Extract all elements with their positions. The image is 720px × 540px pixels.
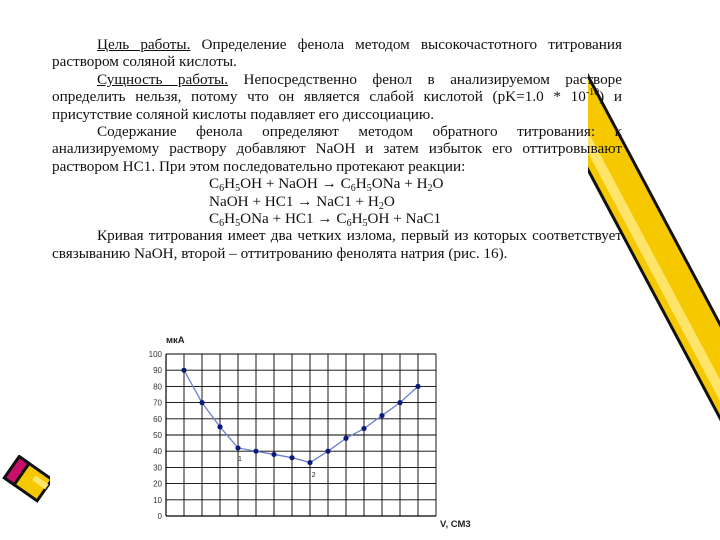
data-point [307,460,312,465]
data-point [181,368,186,373]
data-point [199,400,204,405]
y-tick-label: 80 [153,382,162,392]
essence-exponent: -10 [585,87,600,99]
y-tick-label: 20 [153,479,162,489]
data-point [253,449,258,454]
curve-break-label: 1 [238,455,242,463]
document-text [52,36,622,262]
curve-break-label: 2 [311,472,316,480]
data-point [343,436,348,441]
paragraph-goal [52,36,622,71]
data-point [379,413,384,418]
goal-label: Цель работы. [97,36,191,53]
paragraph-method: Содержание фенола определяют методом обратного титрования: к анализируемому раствору добавляют NaOH и затем избыток его оттитровывают раствором HC1. При этом последовательно протекают реакции: [52,123,622,175]
y-tick-label: 30 [153,463,162,473]
y-tick-label: 100 [148,350,162,359]
essence-label: Сущность работы. [97,70,229,88]
data-point [289,455,294,460]
equation-3: $C_6H_5ONa + HC1 \to C_6H_5OH + NaC1$ [209,210,442,230]
data-point [325,449,330,454]
essence-text-a: Непосредственно фенол в анализируемом растворе определить нельзя, потому что он является слабой кислотой (pK=1.0 * 10 [52,70,622,106]
y-tick-label: 60 [153,414,162,424]
equation-1: $C_6H_5OH$ + NaOH → $C_6H_5ONa + H_2O$ [209,175,444,195]
y-tick-label: 50 [153,431,162,440]
paragraph-curve: Кривая титрования имеет два четких излома, первый из которых соответствует связыванию NaOH, второй – оттитрованию фенолята натрия (рис. 16). [52,227,622,262]
x-axis-label: V, СМ3 [440,519,471,530]
goal-text: Определение фенола методом высокочастотного титрования раствором соляной кислоты. [52,36,622,71]
data-point [271,452,276,457]
equation-2: NaOH + $HC1 \to NaC1 + H_2O$ [209,192,395,212]
data-point [415,384,420,389]
data-point [217,424,222,429]
data-point [361,426,366,431]
y-axis-label: мкА [166,335,185,346]
data-point [397,400,402,405]
titration-curve-chart [140,328,490,533]
y-tick-label: 0 [157,512,162,521]
essence-text-b: ) и присутствие соляной кислоты подавляет его диссоциацию. [52,88,622,123]
y-tick-label: 70 [153,398,162,408]
chart-grid [166,354,436,516]
series-points [181,368,420,466]
y-tick-label: 10 [153,495,162,505]
y-tick-label: 90 [153,366,162,376]
data-point [235,445,240,450]
paragraph-essence [52,71,622,123]
y-tick-labels [149,350,163,521]
pencil-decoration-icon [0,455,50,515]
y-tick-label: 40 [153,447,162,457]
